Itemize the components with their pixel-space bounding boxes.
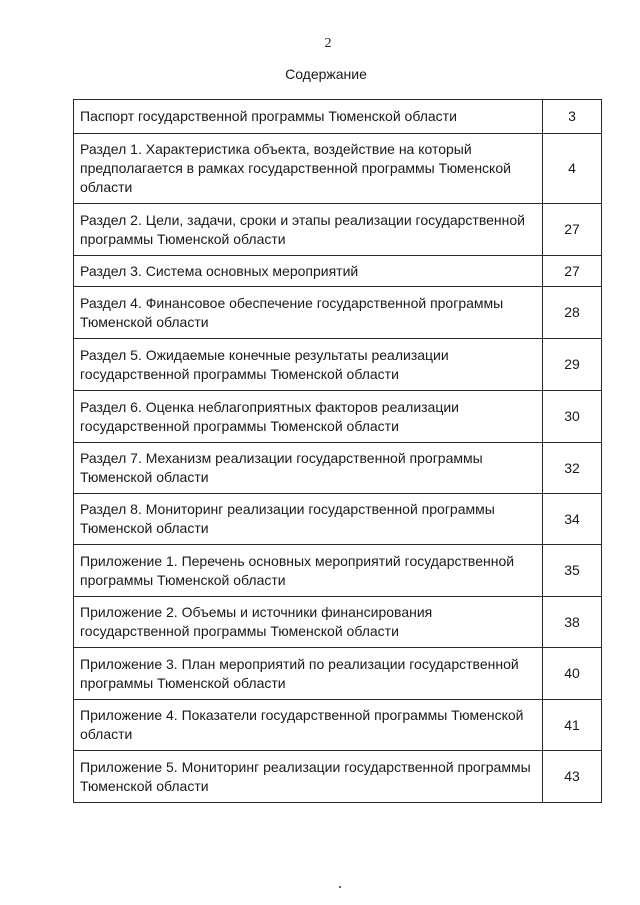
toc-row	[74, 494, 602, 545]
toc-row	[74, 597, 602, 648]
toc-entry-page: 34	[543, 494, 602, 545]
toc-entry-text: Приложение 5. Мониторинг реализации государственной программы Тюменской области	[74, 751, 543, 803]
toc-entry-page: 40	[543, 648, 602, 700]
toc-entry-text: Паспорт государственной программы Тюменской области	[74, 100, 543, 134]
toc-entry-text: Раздел 6. Оценка неблагоприятных факторов реализации государственной программы Тюменской области	[74, 391, 543, 443]
toc-entry-page: 27	[543, 256, 602, 287]
toc-row	[74, 545, 602, 597]
scan-speck	[339, 886, 341, 888]
toc-entry-text: Приложение 1. Перечень основных мероприятий государственной программы Тюменской области	[74, 545, 543, 597]
toc-entry-text: Раздел 7. Механизм реализации государственной программы Тюменской области	[74, 443, 543, 494]
toc-entry-text: Приложение 2. Объемы и источники финансирования государственной программы Тюменской области	[74, 597, 543, 648]
toc-row	[74, 751, 602, 803]
toc-entry-page: 41	[543, 700, 602, 751]
toc-entry-page: 35	[543, 545, 602, 597]
page-number: 2	[324, 36, 332, 51]
toc-row	[74, 700, 602, 751]
toc-entry-text: Раздел 8. Мониторинг реализации государственной программы Тюменской области	[74, 494, 543, 545]
toc-entry-page: 3	[543, 100, 602, 134]
toc-entry-text: Раздел 3. Система основных мероприятий	[74, 256, 543, 287]
toc-entry-page: 4	[543, 134, 602, 204]
toc-row	[74, 339, 602, 391]
toc-row	[74, 100, 602, 134]
toc-entry-text: Раздел 2. Цели, задачи, сроки и этапы реализации государственной программы Тюменской области	[74, 204, 543, 256]
toc-row	[74, 443, 602, 494]
toc-entry-text: Приложение 4. Показатели государственной программы Тюменской области	[74, 700, 543, 751]
table-of-contents	[73, 99, 602, 803]
toc-row	[74, 648, 602, 700]
toc-row	[74, 256, 602, 287]
toc-row	[74, 287, 602, 339]
toc-entry-page: 32	[543, 443, 602, 494]
toc-entry-page: 29	[543, 339, 602, 391]
page-title: Содержание	[285, 66, 367, 82]
toc-entry-page: 27	[543, 204, 602, 256]
toc-entry-page: 28	[543, 287, 602, 339]
toc-entry-text: Раздел 5. Ожидаемые конечные результаты реализации государственной программы Тюменской области	[74, 339, 543, 391]
toc-row	[74, 134, 602, 204]
toc-entry-page: 38	[543, 597, 602, 648]
toc-entry-text: Раздел 1. Характеристика объекта, воздействие на который предполагается в рамках государственной программы Тюменской области	[74, 134, 543, 204]
toc-entry-page: 30	[543, 391, 602, 443]
toc-row	[74, 391, 602, 443]
toc-entry-text: Приложение 3. План мероприятий по реализации государственной программы Тюменской области	[74, 648, 543, 700]
toc-entry-page: 43	[543, 751, 602, 803]
toc-entry-text: Раздел 4. Финансовое обеспечение государственной программы Тюменской области	[74, 287, 543, 339]
toc-row	[74, 204, 602, 256]
